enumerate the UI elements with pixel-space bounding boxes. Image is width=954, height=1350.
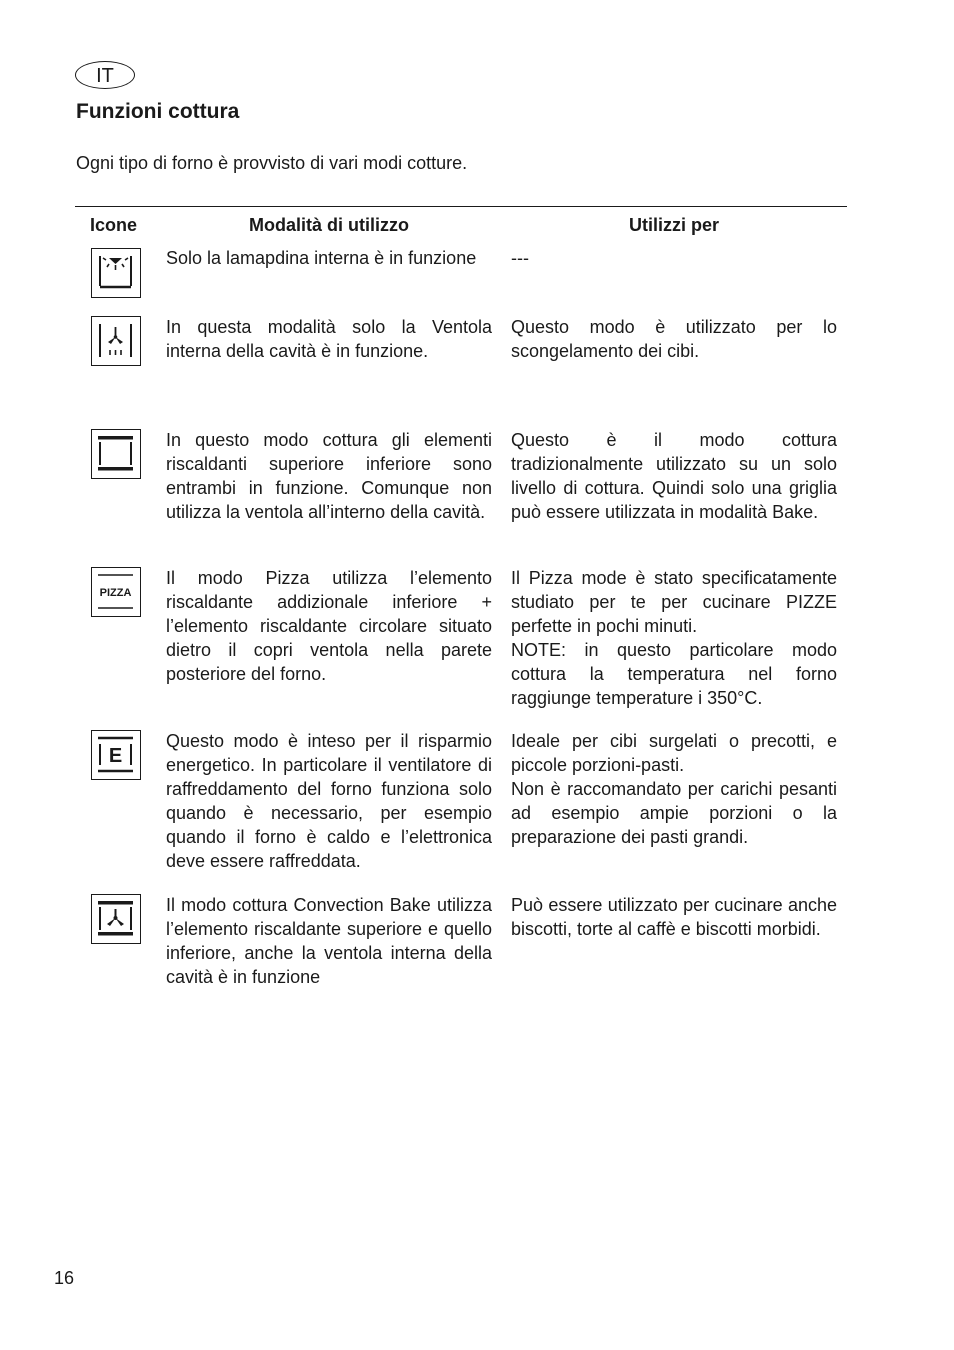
mode-description: In questa modalità solo la Ventola interna della cavità è in funzione. [166, 317, 492, 361]
oven-fan-defrost-icon [91, 316, 141, 366]
use-description: Ideale per cibi surgelati o precotti, e piccole porzioni-pasti. Non è raccomandato per carichi pesanti ad esempio ampie porzioni o la preparazione dei pasti grandi. [511, 731, 837, 847]
language-badge: IT [75, 61, 135, 89]
page-number: 16 [54, 1268, 75, 1288]
mode-description: Il modo cottura Convection Bake utilizza l’elemento riscaldante superiore e quello inferiore, anche la ventola interna della cavità è in funzione [166, 895, 492, 987]
use-description: Questo modo è utilizzato per lo scongelamento dei cibi. [511, 317, 837, 361]
table-top-rule [75, 206, 847, 207]
eco-icon-label: E [108, 745, 123, 767]
use-description: Questo è il modo cottura tradizionalmente utilizzato su un solo livello di cottura. Quindi solo una griglia può essere utilizzata in modalità Bake. [511, 430, 837, 522]
oven-convection-bake-icon [91, 894, 141, 944]
mode-description: Il modo Pizza utilizza l’elemento riscaldante addizionale inferiore + l’elemento riscaldante circolare situato dietro il copri ventola nella parete posteriore del forno. [166, 568, 492, 684]
mode-description: Solo la lamapdina interna è in funzione [166, 248, 477, 268]
column-header-use: Utilizzi per [628, 215, 719, 235]
use-description: --- [511, 248, 529, 268]
column-header-mode: Modalità di utilizzo [249, 215, 409, 235]
column-header-icons: Icone [90, 215, 138, 235]
page-title: Funzioni cottura [76, 100, 240, 123]
use-description: Può essere utilizzato per cucinare anche biscotti, torte al caffè e biscotti morbidi. [511, 895, 837, 939]
mode-description: In questo modo cottura gli elementi riscaldanti superiore inferiore sono entrambi in funzione. Comunque non utilizza la ventola all’interno della cavità. [166, 430, 492, 522]
intro-text: Ogni tipo di forno è provvisto di vari modi cotture. [76, 153, 468, 173]
oven-eco-icon [91, 730, 141, 780]
oven-pizza-icon [91, 567, 141, 617]
use-description: Il Pizza mode è stato specificatamente studiato per te per cucinare PIZZE perfette in pochi minuti. NOTE: in questo particolare modo cottura la temperatura nel forno raggiunge temperature i 350°C. [511, 568, 837, 708]
oven-top-bottom-heat-icon [91, 429, 141, 479]
mode-description: Questo modo è inteso per il risparmio energetico. In particolare il ventilatore di raffreddamento del forno funziona solo quando è necessario, per esempio quando il forno è caldo e l’elettronica deve essere raffreddata. [166, 731, 492, 871]
pizza-icon-label: PIZZA [99, 587, 132, 599]
oven-lamp-icon [91, 248, 141, 298]
